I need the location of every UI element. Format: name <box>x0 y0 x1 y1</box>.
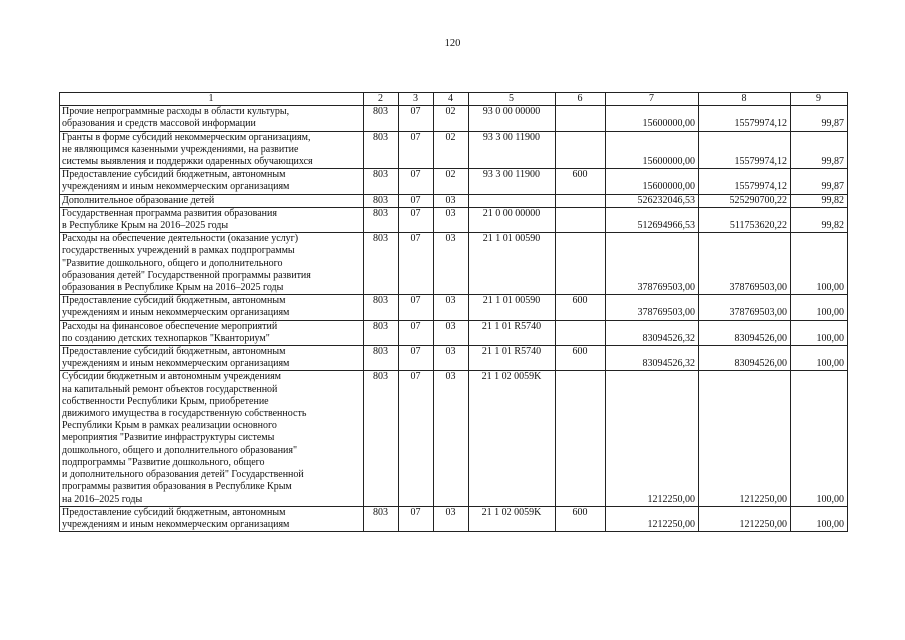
actual-amount-cell: 83094526,00 <box>699 320 791 345</box>
execution-percent-cell: 100,00 <box>791 320 848 345</box>
expense-type-cell <box>556 207 606 232</box>
execution-percent-cell: 100,00 <box>791 371 848 506</box>
ministry-code-cell: 803 <box>364 320 399 345</box>
header-col-9: 9 <box>791 93 848 106</box>
expense-name-cell: Государственная программа развития образования в Республике Крым на 2016–2025 годы <box>60 207 364 232</box>
actual-amount-cell: 1212250,00 <box>699 371 791 506</box>
expense-name-cell: Расходы на финансовое обеспечение мероприятий по созданию детских технопарков "Кванториум" <box>60 320 364 345</box>
table-row <box>60 233 848 295</box>
ministry-code-cell: 803 <box>364 207 399 232</box>
planned-amount-cell: 1212250,00 <box>606 371 699 506</box>
expense-type-cell <box>556 194 606 207</box>
ministry-code-cell: 803 <box>364 194 399 207</box>
target-item-cell: 21 1 02 0059K <box>469 506 556 531</box>
execution-percent-cell: 99,82 <box>791 194 848 207</box>
expense-type-cell: 600 <box>556 169 606 194</box>
target-item-cell: 21 0 00 00000 <box>469 207 556 232</box>
execution-percent-cell: 100,00 <box>791 295 848 320</box>
section-code-cell: 07 <box>399 371 434 506</box>
execution-percent-cell: 99,87 <box>791 169 848 194</box>
planned-amount-cell: 512694966,53 <box>606 207 699 232</box>
subsection-code-cell: 03 <box>434 320 469 345</box>
table-row <box>60 207 848 232</box>
subsection-code-cell: 03 <box>434 233 469 295</box>
header-col-8: 8 <box>699 93 791 106</box>
table-row <box>60 106 848 131</box>
planned-amount-cell: 83094526,32 <box>606 346 699 371</box>
expense-name-cell: Предоставление субсидий бюджетным, автономным учреждениям и иным некоммерческим организациям <box>60 506 364 531</box>
subsection-code-cell: 02 <box>434 106 469 131</box>
actual-amount-cell: 15579974,12 <box>699 106 791 131</box>
section-code-cell: 07 <box>399 106 434 131</box>
expense-type-cell <box>556 371 606 506</box>
section-code-cell: 07 <box>399 131 434 169</box>
ministry-code-cell: 803 <box>364 346 399 371</box>
planned-amount-cell: 15600000,00 <box>606 131 699 169</box>
expense-name-cell: Гранты в форме субсидий некоммерческим организациям, не являющимся казенными учреждениями, на развитие системы выявления и поддержки одаренных обучающихся <box>60 131 364 169</box>
subsection-code-cell: 03 <box>434 194 469 207</box>
execution-percent-cell: 99,82 <box>791 207 848 232</box>
expense-type-cell: 600 <box>556 346 606 371</box>
section-code-cell: 07 <box>399 169 434 194</box>
ministry-code-cell: 803 <box>364 106 399 131</box>
expense-name-cell: Предоставление субсидий бюджетным, автономным учреждениям и иным некоммерческим организациям <box>60 295 364 320</box>
expense-name-cell: Субсидии бюджетным и автономным учреждениям на капитальный ремонт объектов государственной собственности Республики Крым, приобретение движимого имущества в государственную собственность Республики Крым в рамках реализации основного мероприятия "Развитие инфраструктуры системы дошкольного, общего и дополнительного образования" подпрограммы "Развитие дошкольного, общего и дополнительного образования детей" Государственной программы развития образования в Республике Крым на 2016–2025 годы <box>60 371 364 506</box>
target-item-cell: 21 1 01 R5740 <box>469 346 556 371</box>
target-item-cell <box>469 194 556 207</box>
header-col-4: 4 <box>434 93 469 106</box>
section-code-cell: 07 <box>399 346 434 371</box>
target-item-cell: 21 1 01 00590 <box>469 295 556 320</box>
subsection-code-cell: 03 <box>434 506 469 531</box>
budget-table <box>59 92 848 532</box>
execution-percent-cell: 99,87 <box>791 106 848 131</box>
subsection-code-cell: 03 <box>434 371 469 506</box>
actual-amount-cell: 83094526,00 <box>699 346 791 371</box>
actual-amount-cell: 525290700,22 <box>699 194 791 207</box>
ministry-code-cell: 803 <box>364 506 399 531</box>
expense-name-cell: Предоставление субсидий бюджетным, автономным учреждениям и иным некоммерческим организациям <box>60 169 364 194</box>
target-item-cell: 93 3 00 11900 <box>469 169 556 194</box>
planned-amount-cell: 15600000,00 <box>606 106 699 131</box>
planned-amount-cell: 1212250,00 <box>606 506 699 531</box>
header-col-3: 3 <box>399 93 434 106</box>
section-code-cell: 07 <box>399 207 434 232</box>
target-item-cell: 21 1 02 0059K <box>469 371 556 506</box>
ministry-code-cell: 803 <box>364 131 399 169</box>
expense-type-cell <box>556 131 606 169</box>
expense-name-cell: Расходы на обеспечение деятельности (оказание услуг) государственных учреждений в рамках подпрограммы "Развитие дошкольного, общего и дополнительного образования детей" Государственной программы развития образования в Республике Крым на 2016–2025 годы <box>60 233 364 295</box>
table-row <box>60 131 848 169</box>
actual-amount-cell: 15579974,12 <box>699 131 791 169</box>
planned-amount-cell: 378769503,00 <box>606 233 699 295</box>
target-item-cell: 93 3 00 11900 <box>469 131 556 169</box>
header-col-7: 7 <box>606 93 699 106</box>
actual-amount-cell: 1212250,00 <box>699 506 791 531</box>
execution-percent-cell: 100,00 <box>791 506 848 531</box>
execution-percent-cell: 100,00 <box>791 233 848 295</box>
subsection-code-cell: 03 <box>434 295 469 320</box>
target-item-cell: 21 1 01 00590 <box>469 233 556 295</box>
table-row <box>60 506 848 531</box>
subsection-code-cell: 03 <box>434 207 469 232</box>
planned-amount-cell: 15600000,00 <box>606 169 699 194</box>
table-row <box>60 169 848 194</box>
table-row <box>60 346 848 371</box>
planned-amount-cell: 83094526,32 <box>606 320 699 345</box>
target-item-cell: 93 0 00 00000 <box>469 106 556 131</box>
execution-percent-cell: 99,87 <box>791 131 848 169</box>
actual-amount-cell: 511753620,22 <box>699 207 791 232</box>
expense-type-cell: 600 <box>556 506 606 531</box>
planned-amount-cell: 378769503,00 <box>606 295 699 320</box>
section-code-cell: 07 <box>399 320 434 345</box>
header-col-5: 5 <box>469 93 556 106</box>
actual-amount-cell: 378769503,00 <box>699 295 791 320</box>
table-row <box>60 371 848 506</box>
header-col-1: 1 <box>60 93 364 106</box>
header-col-2: 2 <box>364 93 399 106</box>
actual-amount-cell: 15579974,12 <box>699 169 791 194</box>
planned-amount-cell: 526232046,53 <box>606 194 699 207</box>
section-code-cell: 07 <box>399 194 434 207</box>
subsection-code-cell: 03 <box>434 346 469 371</box>
expense-type-cell <box>556 106 606 131</box>
section-code-cell: 07 <box>399 233 434 295</box>
section-code-cell: 07 <box>399 506 434 531</box>
subsection-code-cell: 02 <box>434 131 469 169</box>
ministry-code-cell: 803 <box>364 295 399 320</box>
table-row <box>60 295 848 320</box>
expense-type-cell <box>556 233 606 295</box>
header-col-6: 6 <box>556 93 606 106</box>
expense-name-cell: Дополнительное образование детей <box>60 194 364 207</box>
expense-type-cell: 600 <box>556 295 606 320</box>
ministry-code-cell: 803 <box>364 371 399 506</box>
table-row <box>60 194 848 207</box>
ministry-code-cell: 803 <box>364 233 399 295</box>
expense-type-cell <box>556 320 606 345</box>
target-item-cell: 21 1 01 R5740 <box>469 320 556 345</box>
section-code-cell: 07 <box>399 295 434 320</box>
expense-name-cell: Прочие непрограммные расходы в области культуры, образования и средств массовой информации <box>60 106 364 131</box>
ministry-code-cell: 803 <box>364 169 399 194</box>
subsection-code-cell: 02 <box>434 169 469 194</box>
table-row <box>60 320 848 345</box>
expense-name-cell: Предоставление субсидий бюджетным, автономным учреждениям и иным некоммерческим организациям <box>60 346 364 371</box>
actual-amount-cell: 378769503,00 <box>699 233 791 295</box>
page-number: 120 <box>444 38 461 49</box>
header-row <box>60 93 848 106</box>
execution-percent-cell: 100,00 <box>791 346 848 371</box>
